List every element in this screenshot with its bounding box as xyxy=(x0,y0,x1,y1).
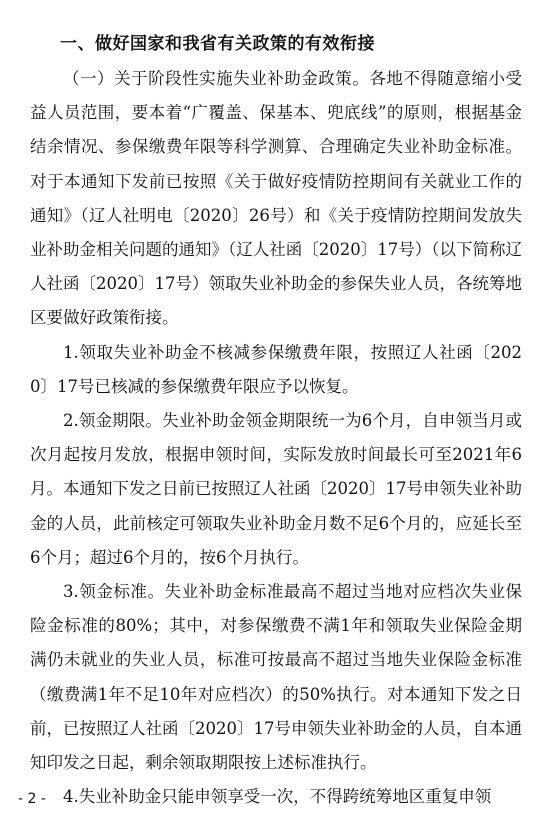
paragraph-unemployment-subsidy-policy: （一）关于阶段性实施失业补助金政策。各地不得随意缩小受益人员范围，要本着“广覆盖、保基本、兜底线”的原则，根据基金结余情况、参保缴费年限等科学测算、合理确定失业补助金标准。对于本通知下发前已按照《关于做好疫情防控期间有关就业工作的通知》（辽人社明电〔2020〕26号）和《关于疫情防控期间发放失业补助金相关问题的通知》（辽人社函〔2020〕17号）（以下简称辽人社函〔2020〕17号）领取失业补助金的参保失业人员，各统筹地区要做好政策衔接。 xyxy=(30,69,522,328)
paragraph-item-1-contribution-years: 1.领取失业补助金不核减参保缴费年限，按照辽人社函〔2020〕17号已核减的参保缴费年限应予以恢复。 xyxy=(30,342,522,396)
page-number: - 2 - xyxy=(18,791,46,807)
document-body xyxy=(30,62,522,814)
paragraph-item-2-benefit-period: 2.领金期限。失业补助金领金期限统一为6个月，自申领当月或次月起按月发放，根据申领时间，实际发放时间最长可至2021年6月。本通知下发之日前已按照辽人社函〔2020〕17号申领失业补助金的人员，此前核定可领取失业补助金月数不足6个月的，应延长至6个月；超过6个月的，按6个月执行。 xyxy=(30,411,522,567)
paragraph-item-4-single-claim: 4.失业补助金只能申领享受一次，不得跨统筹地区重复申领 xyxy=(63,787,492,807)
paragraph-item-3-benefit-standard: 3.领金标准。失业补助金标准最高不超过当地对应档次失业保险金标准的80%；其中，对参保缴费不满1年和领取失业保险金期满仍未就业的失业人员，标准可按最高不超过当地失业保险金标准（缴费满1年不足10年对应档次）的50%执行。对本通知下发之日前，已按照辽人社函〔2020〕17号申领失业补助金的人员，自本通知印发之日起，剩余领取期限按上述标准执行。 xyxy=(30,582,522,773)
section-heading: 一、做好国家和我省有关政策的有效衔接 xyxy=(60,34,375,54)
